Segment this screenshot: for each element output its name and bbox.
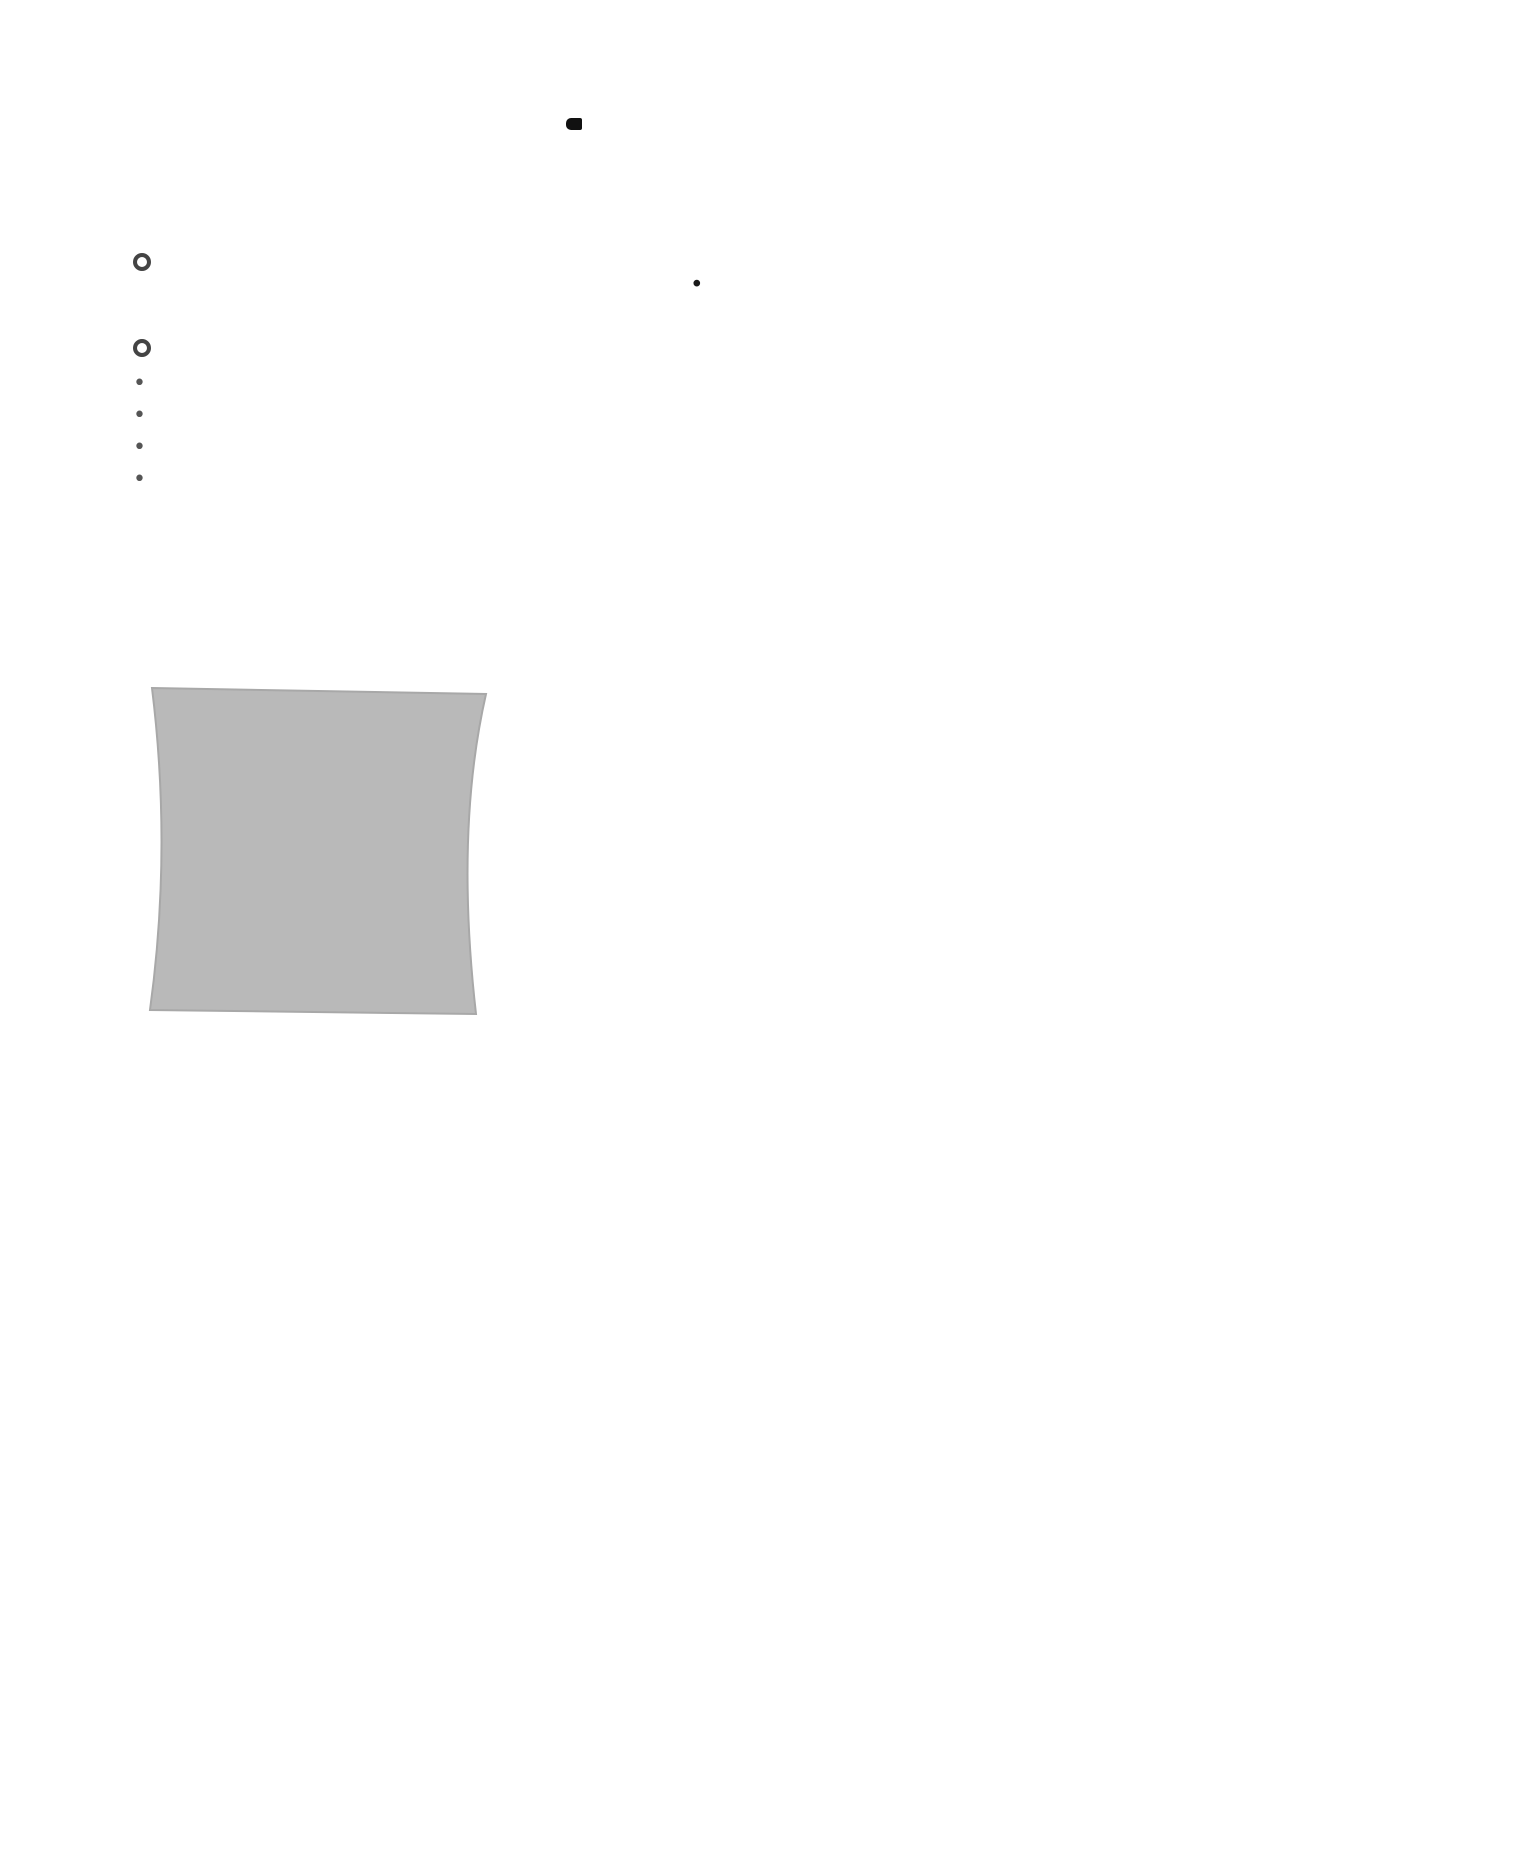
top-step-3: [812, 670, 814, 696]
list-item: [133, 432, 159, 464]
bullet-circle-icon: [133, 253, 151, 271]
materials-list: [133, 368, 159, 496]
bottom-step-1: [717, 780, 719, 806]
page-reference: [566, 106, 586, 139]
pointer-icon: [566, 118, 582, 130]
materials-section: [133, 338, 159, 496]
bottom-step-2: [713, 1588, 1273, 1614]
materials-heading: [133, 338, 159, 364]
sizes-section: [133, 252, 159, 278]
list-item: [133, 464, 159, 496]
list-item: [133, 368, 159, 400]
top-step-2: [1134, 414, 1158, 440]
bottom-step-3: [655, 1728, 657, 1754]
top-step-1: [1076, 308, 1100, 334]
list-item: [133, 400, 159, 432]
scheme-label: •: [690, 272, 704, 298]
bullet-circle-icon: [133, 339, 151, 357]
sizes-heading: [133, 252, 159, 278]
